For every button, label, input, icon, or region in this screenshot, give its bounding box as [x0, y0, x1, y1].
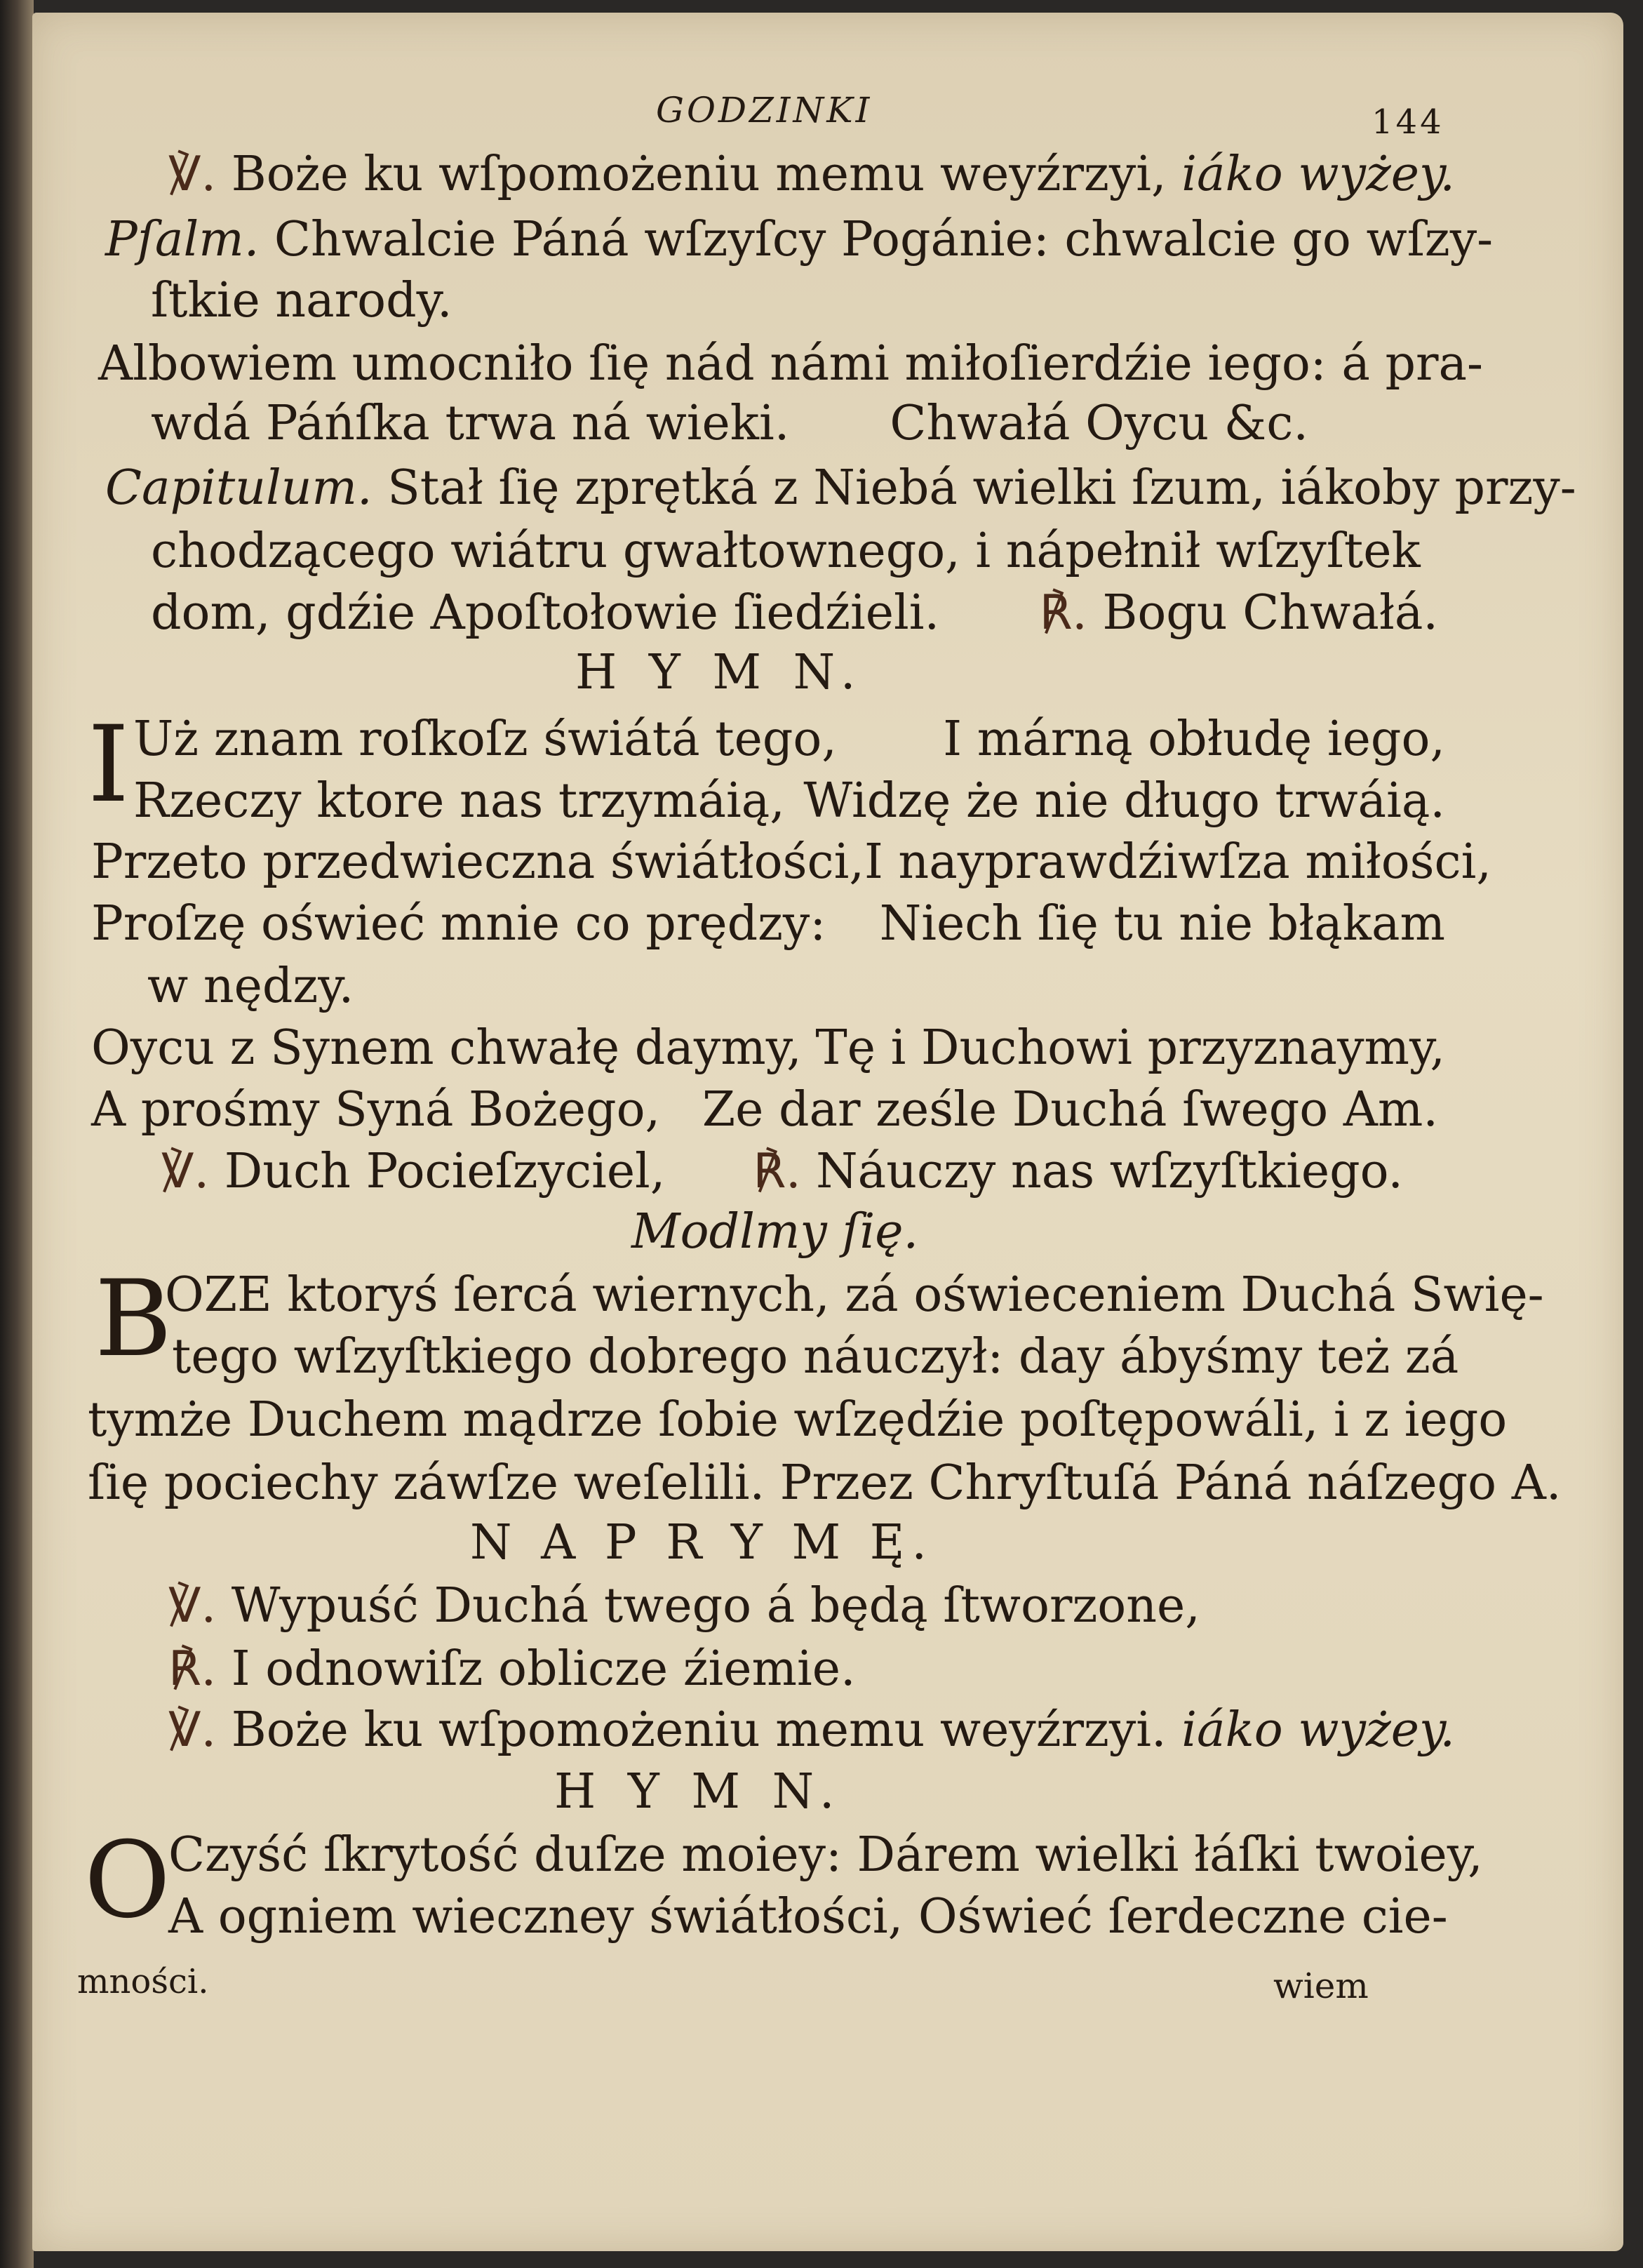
verse-line [133, 773, 1445, 829]
response-symbol: ℟. [753, 1144, 801, 1199]
text-span: Chwałá Oycu &c. [890, 396, 1308, 451]
verse-line [91, 834, 1491, 890]
text-span: Uż znam roſkoſz świátá tego, [133, 712, 837, 767]
section-heading: N A P R Y M Ę. [470, 1515, 934, 1570]
verse-line: w nędzy. [147, 959, 354, 1014]
text-span: Ze dar ześle Duchá ſwego Am. [702, 1082, 1438, 1138]
text-line [105, 212, 1494, 267]
text-span: Niech ſię tu nie błąkam [879, 896, 1445, 952]
text-span: Oycu z Synem chwałę daymy, [91, 1020, 802, 1076]
text-span: I odnowiſz oblicze źiemie. [216, 1641, 856, 1697]
verse-line [133, 712, 1445, 767]
text-span: I márną obłudę iego, [943, 712, 1445, 767]
page-number: 144 [1372, 102, 1444, 142]
verse-line [91, 1020, 1445, 1076]
text-span: Tę i Duchowi przyznaymy, [815, 1020, 1445, 1076]
hymn-heading: H Y M N. [575, 645, 864, 700]
italic-span: iáko wyżey. [1181, 147, 1456, 202]
response-symbol: ℟. [168, 1641, 217, 1697]
prayer-line: tymże Duchem mądrze ſobie wſzędźie poſtępowáli, i z iego [88, 1392, 1508, 1448]
response-line [168, 1641, 856, 1697]
verse-line: mności. [77, 1962, 209, 2001]
italic-span: iáko wyżey. [1181, 1702, 1456, 1758]
text-span: Duch Pocieſzyciel, [209, 1144, 666, 1199]
drop-capital: B [95, 1258, 173, 1380]
versicle-symbol: ℣. [161, 1144, 210, 1199]
prayer-line: OZE ktoryś ſercá wiernych, zá oświeceniem Duchá Swię- [165, 1267, 1544, 1323]
versicle-line [168, 1702, 1456, 1758]
drop-capital: O [84, 1820, 170, 1942]
text-span: Náuczy nas wſzyſtkiego. [800, 1144, 1403, 1199]
versicle-symbol: ℣. [168, 147, 217, 202]
text-span: Boże ku wſpomożeniu memu weyźrzyi. [216, 1702, 1182, 1758]
italic-span: Capitulum. [105, 460, 373, 516]
prayer-line: ſię pociechy záwſze weſelili. Przez Chryſtuſá Páná náſzego A. [88, 1455, 1562, 1511]
text-line [105, 460, 1576, 516]
text-line: chodzącego wiátru gwałtownego, i nápełnił wſzyſtek [151, 523, 1421, 579]
text-line [151, 396, 1308, 451]
text-span: Stał ſię zprętká z Niebá wielki ſzum, iákoby przy- [372, 460, 1576, 516]
running-title: GODZINKI [656, 90, 873, 131]
text-span: Przeto przedwieczna świátłości, [91, 834, 864, 890]
versicle-symbol: ℣. [168, 1578, 217, 1634]
versicle-line [168, 1578, 1200, 1634]
verse-line [91, 1082, 1438, 1138]
italic-span: Pſalm. [105, 212, 260, 267]
text-span: Widzę że nie długo trwáią. [803, 773, 1445, 829]
text-line: Albowiem umocniło ſię nád námi miłoſierdźie iego: á pra- [98, 336, 1484, 392]
verse-line: Czyść ſkrytość duſze moiey: Dárem wielki łáſki twoiey, [168, 1827, 1483, 1883]
verse-line [91, 896, 1445, 952]
text-line [168, 147, 1456, 202]
prayer-line: tego wſzyſtkiego dobrego náuczył: day ábyśmy też zá [172, 1329, 1459, 1385]
text-span: Rzeczy ktore nas trzymáią, [133, 773, 785, 829]
text-span: I nayprawdźiwſza miłości, [864, 834, 1491, 890]
text-span: Bogu Chwałá. [1087, 585, 1438, 641]
versicle-symbol: ℣. [168, 1702, 217, 1758]
verse-line: A ogniem wieczney świátłości, Oświeć ſerdeczne cie- [168, 1889, 1448, 1945]
drop-capital: I [88, 704, 130, 826]
verse-line [161, 1144, 1403, 1199]
text-span: Proſzę oświeć mnie co prędzy: [91, 896, 826, 952]
hymn-heading: H Y M N. [554, 1764, 843, 1820]
catchword: wiem [1273, 1966, 1369, 2006]
response-symbol: ℟. [1039, 585, 1087, 641]
text-line [151, 585, 1438, 641]
text-span: Boże ku wſpomożeniu memu weyźrzyi, [216, 147, 1182, 202]
text-span: Chwalcie Páná wſzyſcy Pogánie: chwalcie go wſzy- [259, 212, 1494, 267]
text-span: Wypuść Duchá twego á będą ſtworzone, [216, 1578, 1200, 1634]
text-span: wdá Páńſka trwa ná wieki. [151, 396, 790, 451]
text-span: dom, gdźie Apoſtołowie ſiedźieli. [151, 585, 940, 641]
prayer-heading: Modlmy ſię. [631, 1204, 919, 1260]
text-line: ſtkie narody. [151, 273, 452, 328]
book-spine [0, 0, 34, 2268]
text-span: A prośmy Syná Bożego, [91, 1082, 661, 1138]
